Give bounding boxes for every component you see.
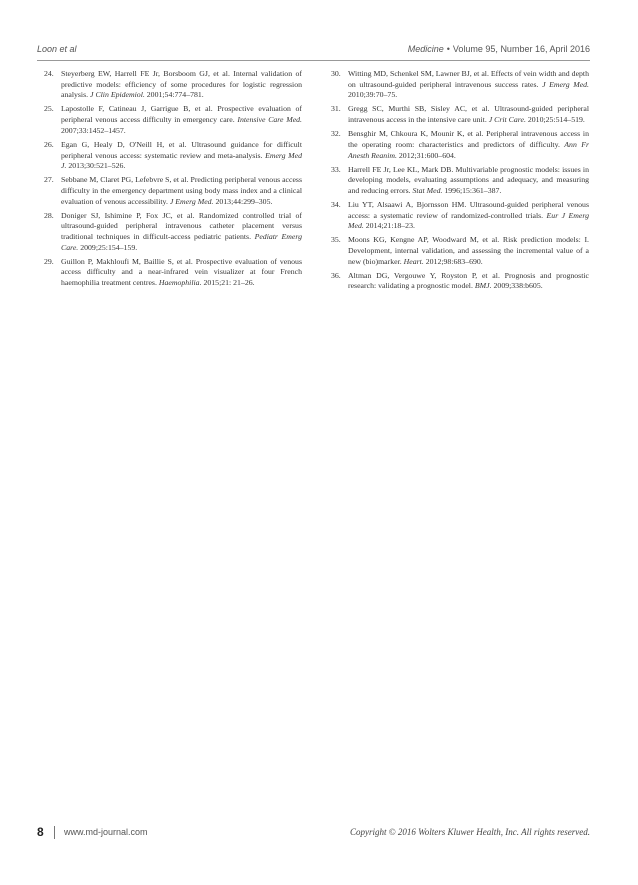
reference-text: Lapostolle F, Catineau J, Garrigue B, et al. Prospective evaluation of peripheral venous access difficulty in emergency care. <box>61 104 302 125</box>
page-number: 8 <box>37 825 44 839</box>
reference-text: Harrell FE Jr, Lee KL, Mark DB. Multivariable prognostic models: issues in developing models, evaluating assumptions and adequacy, and measuring and reducing errors. <box>348 164 589 195</box>
reference-entry <box>44 69 302 101</box>
reference-journal: J Emerg Med. <box>169 196 214 206</box>
reference-entry <box>44 257 302 289</box>
reference-entry <box>331 165 589 197</box>
journal-issue: Volume 95, Number 16, April 2016 <box>452 44 590 54</box>
footer-divider <box>54 826 55 839</box>
reference-text: Altman DG, Vergouwe Y, Royston P, et al. Prognosis and prognostic research: validating a prognostic model. <box>348 270 589 291</box>
reference-journal: Heart. <box>403 256 424 266</box>
reference-entry <box>331 235 589 267</box>
reference-text: Steyerberg EW, Harrell FE Jr, Borsboom GJ, et al. Internal validation of predictive models: efficiency of some procedures for logistic regression analysis. <box>61 69 302 100</box>
reference-entry <box>44 175 302 207</box>
reference-number: 27. <box>44 175 54 185</box>
reference-entry <box>331 271 589 292</box>
reference-citation: 2012;31:600–604. <box>398 150 456 160</box>
reference-citation: 2007;33:1452–1457. <box>61 125 126 135</box>
reference-journal: Stat Med. <box>412 185 443 195</box>
reference-journal: BMJ. <box>474 281 492 291</box>
reference-number: 36. <box>331 270 341 280</box>
reference-journal: J Crit Care. <box>488 115 526 125</box>
reference-number: 24. <box>44 69 54 78</box>
references-column-left <box>44 69 302 292</box>
reference-number: 34. <box>331 199 341 209</box>
page-footer <box>37 827 590 843</box>
reference-citation: 2009;25:154–159. <box>80 242 138 252</box>
reference-number: 25. <box>44 104 54 114</box>
reference-journal: Emerg Med J. <box>61 150 302 171</box>
reference-text: Gregg SC, Murthi SB, Sisley AC, et al. Ultrasound-guided peripheral intravenous access in the intensive care unit. <box>348 104 589 125</box>
reference-journal: Eur J Emerg Med. <box>348 210 589 231</box>
reference-citation: 1996;15:361–387. <box>444 185 502 195</box>
reference-journal: Ann Fr Anesth Reanim. <box>348 139 589 160</box>
reference-text: Sebbane M, Claret PG, Lefebvre S, et al. Predicting peripheral venous access difficulty in the emergency department using body mass index and a clinical evaluation of venous accessibility. <box>61 175 302 206</box>
running-header-journal-info <box>408 44 590 54</box>
running-header <box>37 44 590 60</box>
reference-entry <box>331 104 589 125</box>
reference-citation: 2014;21:18–23. <box>365 221 415 231</box>
reference-journal: Intensive Care Med. <box>237 115 303 125</box>
reference-entry <box>331 200 589 232</box>
reference-number: 28. <box>44 210 54 220</box>
journal-url: www.md-journal.com <box>64 827 148 837</box>
reference-text: Guillon P, Makhloufi M, Baillie S, et al. Prospective evaluation of venous access difficulty and a near-infrared vein visualizer at four French haemophilia treatment centres. <box>61 256 302 288</box>
reference-citation: 2010;25:514–519. <box>527 115 585 125</box>
reference-citation: 2015;21: 21–26. <box>203 278 255 288</box>
reference-text: Witting MD, Schenkel SM, Lawner BJ, et al. Effects of vein width and depth on ultrasound-guided peripheral intravenous success rates. <box>348 69 589 89</box>
reference-number: 32. <box>331 129 341 139</box>
reference-text: Doniger SJ, Ishimine P, Fox JC, et al. Randomized controlled trial of ultrasound-guided peripheral intravenous catheter placement versus traditional techniques in difficult-access pediatric patients. <box>61 210 302 242</box>
reference-number: 26. <box>44 139 54 149</box>
reference-text: Egan G, Healy D, O'Neill H, et al. Ultrasound guidance for difficult peripheral venous access: systematic review and meta-analysis. <box>61 139 302 160</box>
reference-journal: J Clin Epidemiol. <box>90 90 145 100</box>
reference-text: Moons KG, Kengne AP, Woodward M, et al. Risk prediction models: I. Development, internal validation, and assessing the incremental value of a new (bio)marker. <box>348 235 589 266</box>
reference-journal: Pediatr Emerg Care. <box>61 232 302 252</box>
references-column-right <box>331 69 589 295</box>
copyright-notice: Copyright © 2016 Wolters Kluwer Health, Inc. All rights reserved. <box>350 827 590 837</box>
reference-citation: 2013;30:521–526. <box>68 161 126 171</box>
reference-number: 30. <box>331 69 341 78</box>
header-rule <box>37 60 590 61</box>
reference-citation: 2013;44:299–305. <box>215 196 273 206</box>
reference-citation: 2009;338:b605. <box>493 281 543 291</box>
reference-number: 33. <box>331 164 341 174</box>
reference-entry <box>44 140 302 172</box>
reference-entry <box>44 211 302 254</box>
reference-text: Bensghir M, Chkoura K, Mounir K, et al. Peripheral intravenous access in the operating room: characteristics and predictors of difficulty. <box>348 129 589 149</box>
reference-number: 31. <box>331 104 341 114</box>
reference-citation: 2001;54:774–781. <box>146 90 204 100</box>
reference-entry <box>44 104 302 136</box>
reference-entry <box>331 69 589 101</box>
journal-name: Medicine <box>407 44 444 54</box>
reference-entry <box>331 129 589 161</box>
reference-number: 29. <box>44 256 54 266</box>
reference-text: Liu YT, Alsaawi A, Bjornsson HM. Ultrasound-guided peripheral venous access: a systematic review of randomized-controlled trials. <box>348 199 589 220</box>
reference-journal: Haemophilia. <box>158 278 202 288</box>
reference-citation: 2010;39:70–75. <box>348 90 398 100</box>
reference-journal: J Emerg Med. <box>542 79 590 89</box>
running-header-authors: Loon et al <box>37 44 77 54</box>
reference-number: 35. <box>331 235 341 245</box>
header-bullet: • <box>446 44 450 54</box>
reference-citation: 2012;98:683–690. <box>425 256 483 266</box>
